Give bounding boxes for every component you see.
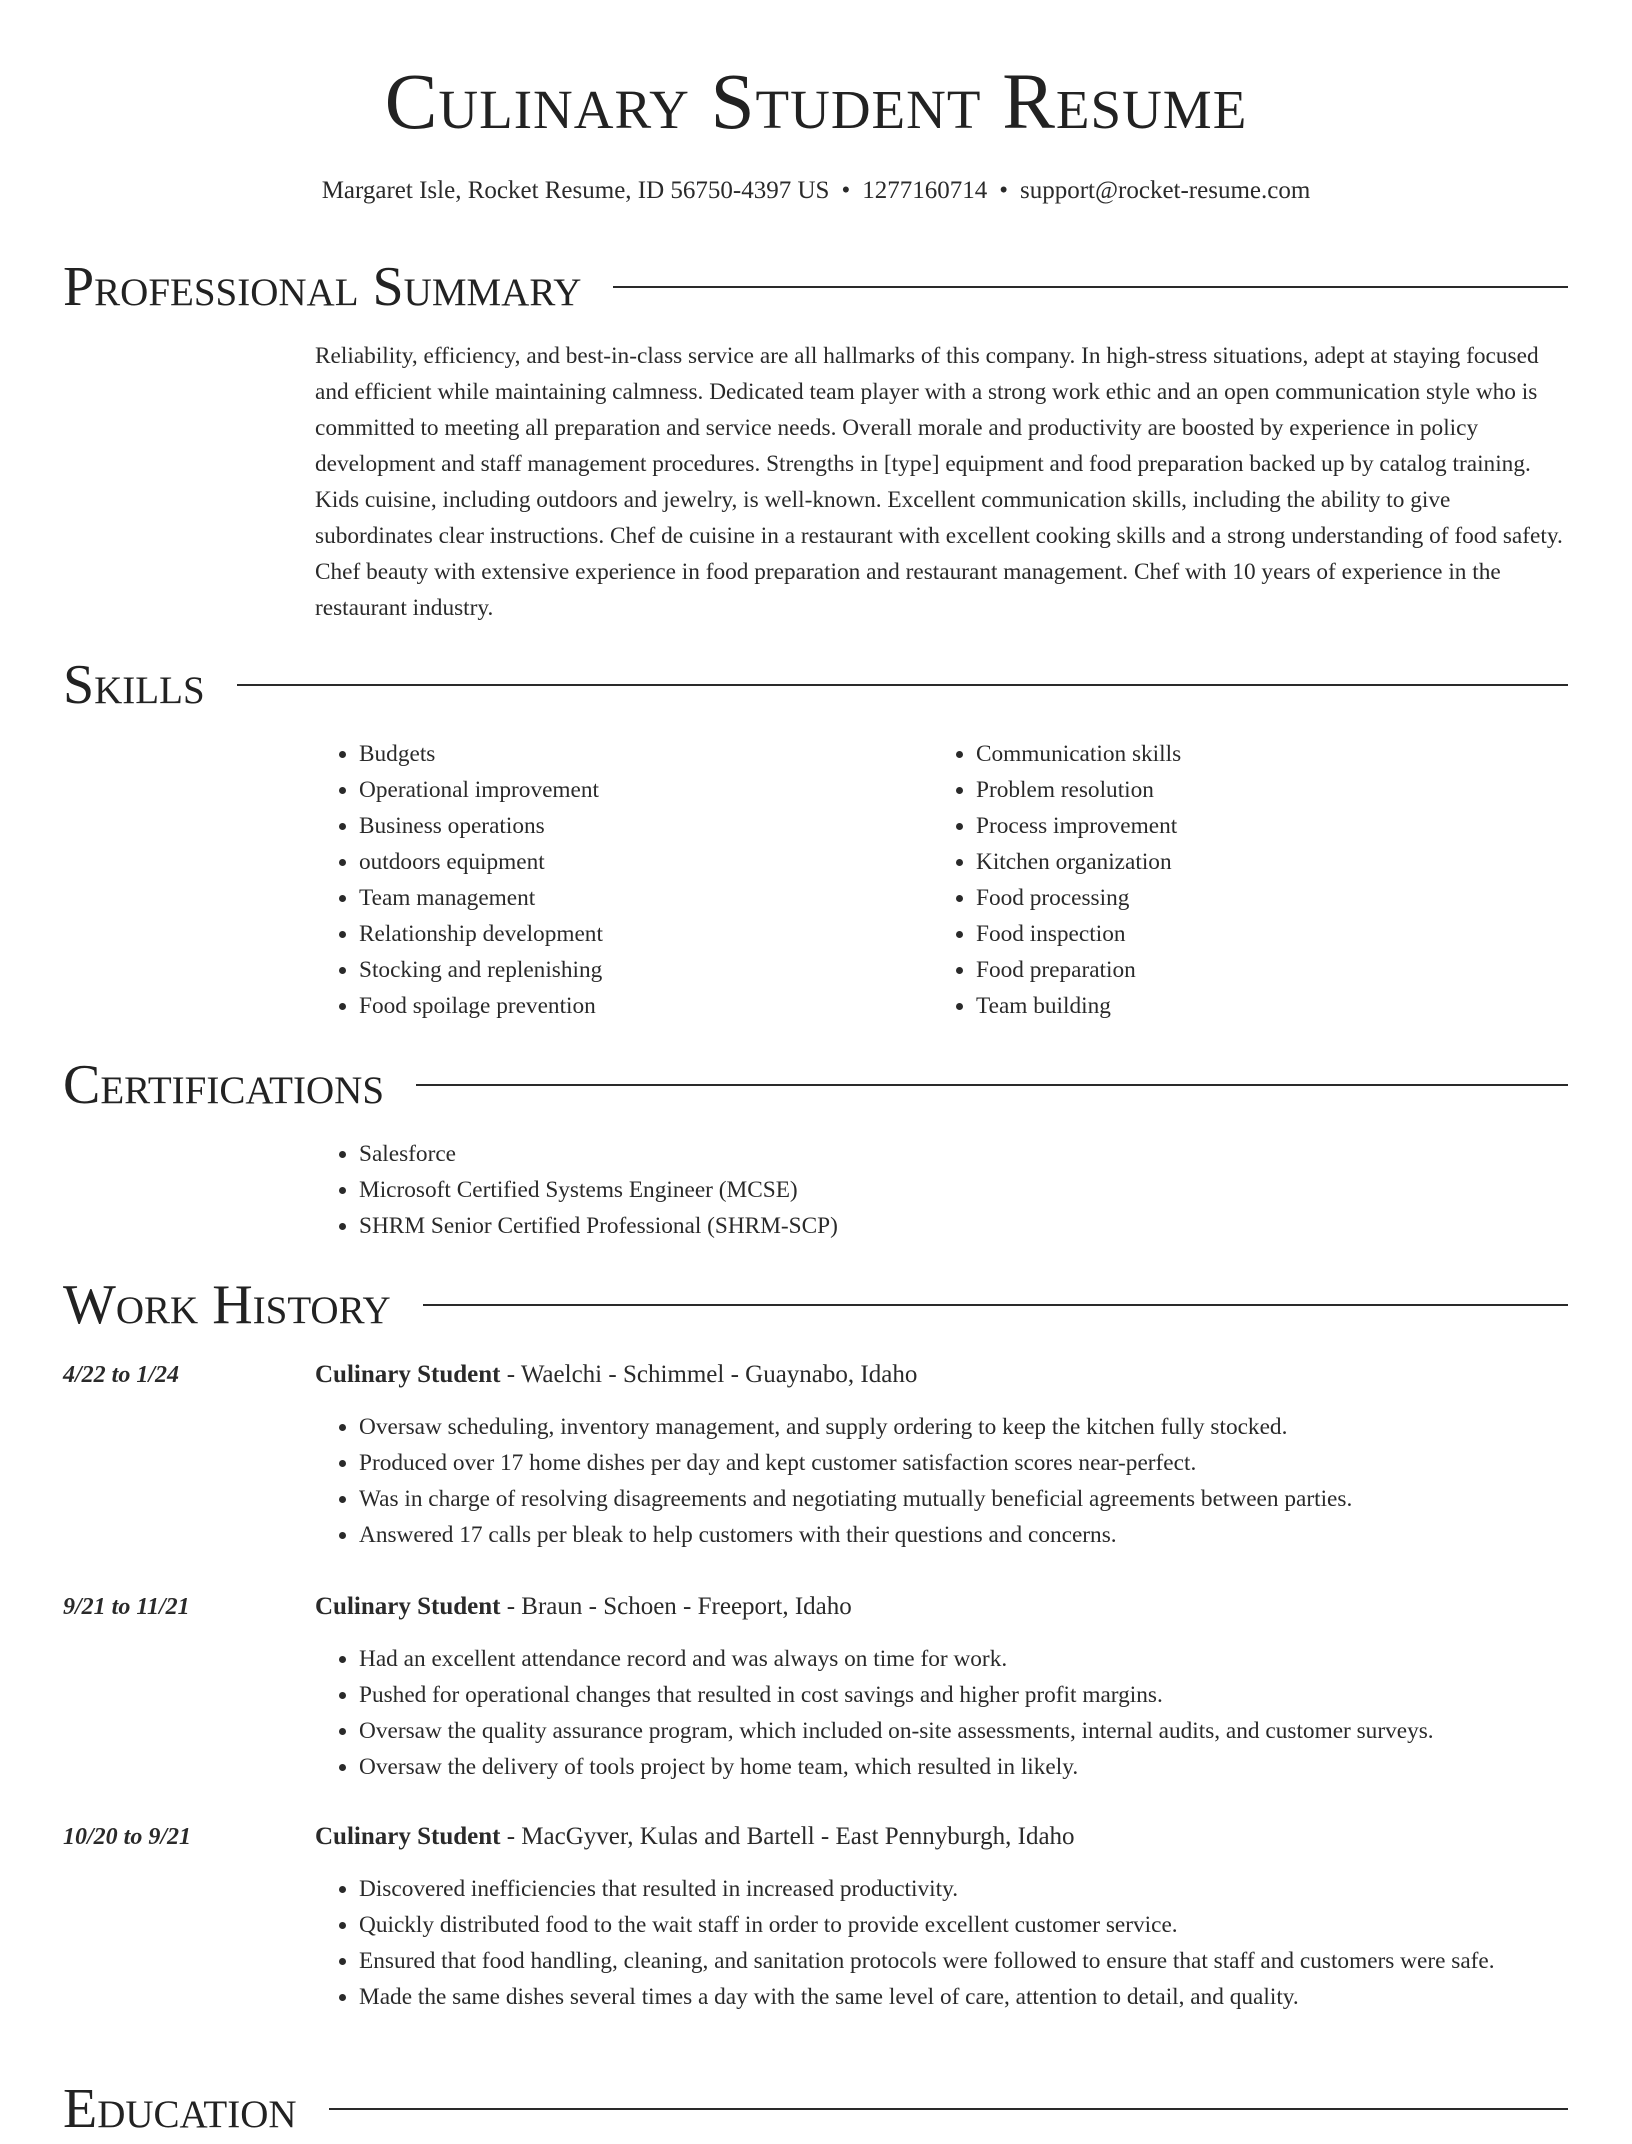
skills-list-right bbox=[932, 736, 1181, 1024]
skills-column-right bbox=[932, 736, 1181, 1024]
job-duty: • Oversaw the delivery of tools project by home team, which resulted in likely. bbox=[359, 1749, 1612, 1785]
section-title-certifications: Certifications bbox=[63, 1054, 385, 1116]
contact-line bbox=[0, 173, 1632, 209]
job-duty: • Oversaw the quality assurance program, which included on-site assessments, internal audits, and customer surveys. bbox=[359, 1713, 1612, 1749]
section-header-skills bbox=[63, 650, 1568, 720]
skill-item: • Food spoilage prevention bbox=[359, 988, 603, 1024]
section-title-work-history: Work History bbox=[63, 1274, 391, 1336]
skills-list-left bbox=[315, 736, 603, 1024]
certifications-list bbox=[315, 1136, 838, 1244]
section-divider bbox=[613, 286, 1568, 288]
job-duty: • Made the same dishes several times a day with the same level of care, attention to detail, and quality. bbox=[359, 1979, 1612, 2015]
skill-item: • Food inspection bbox=[976, 916, 1181, 952]
section-title-skills: Skills bbox=[63, 654, 205, 716]
job-title-line bbox=[315, 1357, 917, 1393]
job-duty: • Ensured that food handling, cleaning, and sanitation protocols were followed to ensure that staff and customers were safe. bbox=[359, 1943, 1612, 1979]
section-divider bbox=[329, 2108, 1568, 2110]
job-duties bbox=[315, 1641, 1612, 1785]
job-employer: - MacGyver, Kulas and Bartell - East Pennyburgh, Idaho bbox=[500, 1823, 1075, 1850]
section-header-work-history bbox=[63, 1270, 1568, 1340]
job-employer: - Waelchi - Schimmel - Guaynabo, Idaho bbox=[500, 1361, 918, 1388]
job-title: Culinary Student bbox=[315, 1823, 501, 1850]
contact-separator: • bbox=[999, 177, 1008, 204]
skill-item: • Team management bbox=[359, 880, 603, 916]
skill-item: • outdoors equipment bbox=[359, 844, 603, 880]
skill-item: • Business operations bbox=[359, 808, 603, 844]
job-dates: 4/22 to 1/24 bbox=[63, 1362, 180, 1388]
job-duty: • Pushed for operational changes that resulted in cost savings and higher profit margins. bbox=[359, 1677, 1612, 1713]
job-duties bbox=[315, 1409, 1612, 1553]
job-duty: • Had an excellent attendance record and was always on time for work. bbox=[359, 1641, 1612, 1677]
job-duty: • Was in charge of resolving disagreements and negotiating mutually beneficial agreements between parties. bbox=[359, 1481, 1612, 1517]
job-dates: 9/21 to 11/21 bbox=[63, 1594, 190, 1620]
section-divider bbox=[423, 1304, 1568, 1306]
job-duty: • Oversaw scheduling, inventory management, and supply ordering to keep the kitchen fully stocked. bbox=[359, 1409, 1612, 1445]
skill-item: • Budgets bbox=[359, 736, 603, 772]
section-header-summary bbox=[63, 252, 1568, 322]
section-header-education bbox=[63, 2074, 1568, 2144]
job-title-line bbox=[315, 1819, 1075, 1855]
resume-title: Culinary Student Resume bbox=[384, 59, 1248, 146]
skill-item: • Food preparation bbox=[976, 952, 1181, 988]
section-title-education: Education bbox=[63, 2078, 297, 2140]
skill-item: • Food processing bbox=[976, 880, 1181, 916]
job-duties bbox=[315, 1871, 1612, 2015]
job-duty: • Produced over 17 home dishes per day and kept customer satisfaction scores near-perfect. bbox=[359, 1445, 1612, 1481]
certifications-bullets bbox=[315, 1136, 838, 1244]
skill-item: • Problem resolution bbox=[976, 772, 1181, 808]
job-duty: • Answered 17 calls per bleak to help customers with their questions and concerns. bbox=[359, 1517, 1612, 1553]
skill-item: • Communication skills bbox=[976, 736, 1181, 772]
job-title-line bbox=[315, 1589, 852, 1625]
certification-item: • Microsoft Certified Systems Engineer (MCSE) bbox=[359, 1172, 838, 1208]
contact-separator: • bbox=[841, 177, 851, 204]
job-dates: 10/20 to 9/21 bbox=[63, 1824, 192, 1850]
job-title: Culinary Student bbox=[315, 1361, 501, 1388]
section-divider bbox=[416, 1084, 1568, 1086]
contact-address: Margaret Isle, Rocket Resume, ID 56750-4397 US bbox=[321, 177, 830, 204]
skill-item: • Operational improvement bbox=[359, 772, 603, 808]
contact-phone: 1277160714 bbox=[862, 177, 988, 204]
job-duty: • Quickly distributed food to the wait staff in order to provide excellent customer service. bbox=[359, 1907, 1612, 1943]
section-divider bbox=[237, 684, 1568, 686]
job-duty: • Discovered inefficiencies that resulted in increased productivity. bbox=[359, 1871, 1612, 1907]
summary-text: Reliability, efficiency, and best-in-class service are all hallmarks of this company. In high-stress situations, adept at staying focused and efficient while maintaining calmness. Dedicated team player with a strong work ethic and an open communication style who is committed to meeting all preparation and service needs. Overall morale and productivity are boosted by experience in policy development and staff management procedures. Strengths in [type] equipment and food preparation backed up by catalog training. Kids cuisine, including outdoors and jewelry, is well-known. Excellent communication skills, including the ability to give subordinates clear instructions. Chef de cuisine in a restaurant with excellent cooking skills and a strong understanding of food safety. Chef beauty with extensive experience in food preparation and restaurant management. Chef with 10 years of experience in the restaurant industry. bbox=[315, 343, 1563, 621]
skill-item: • Stocking and replenishing bbox=[359, 952, 603, 988]
skill-item: • Team building bbox=[976, 988, 1181, 1024]
section-header-certifications bbox=[63, 1050, 1568, 1120]
skill-item: • Process improvement bbox=[976, 808, 1181, 844]
certification-item: • SHRM Senior Certified Professional (SHRM-SCP) bbox=[359, 1208, 838, 1244]
skill-item: • Relationship development bbox=[359, 916, 603, 952]
certification-item: • Salesforce bbox=[359, 1136, 838, 1172]
contact-email[interactable]: support@rocket-resume.com bbox=[1020, 177, 1311, 204]
job-title: Culinary Student bbox=[315, 1593, 501, 1620]
job-employer: - Braun - Schoen - Freeport, Idaho bbox=[500, 1593, 852, 1620]
section-title-summary: Professional Summary bbox=[63, 256, 582, 318]
skill-item: • Kitchen organization bbox=[976, 844, 1181, 880]
skills-column-left bbox=[315, 736, 603, 1024]
